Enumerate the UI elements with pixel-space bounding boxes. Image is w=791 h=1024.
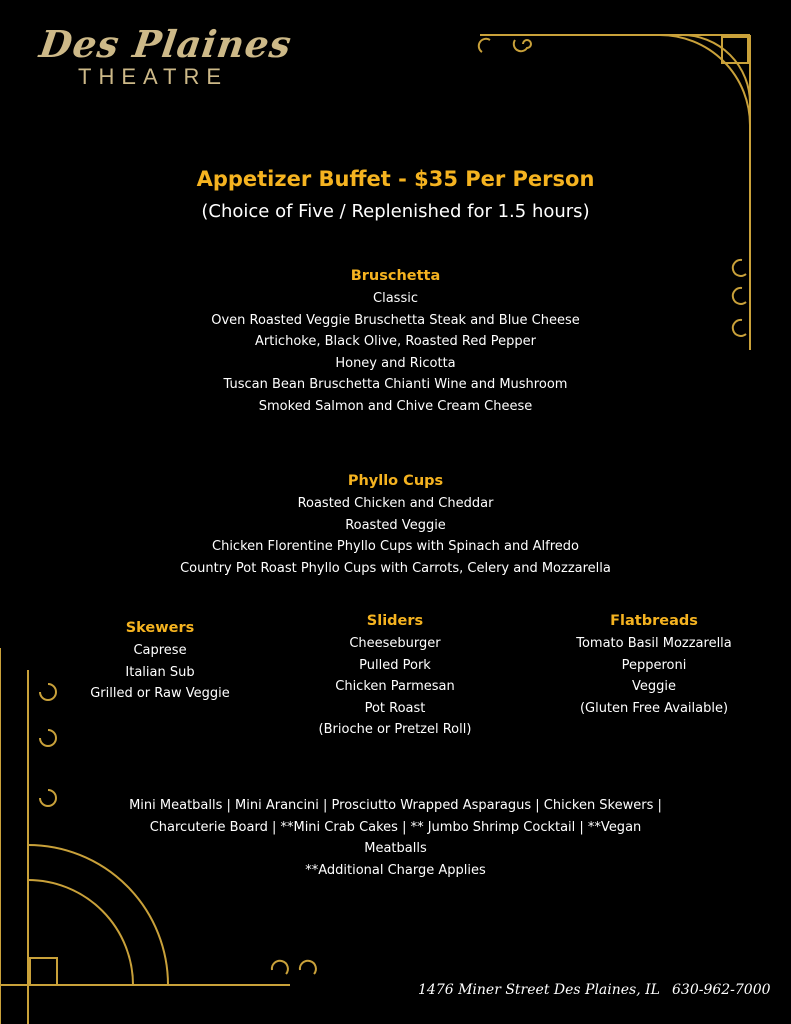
menu-item: Oven Roasted Veggie Bruschetta Steak and Blue Cheese xyxy=(211,312,580,328)
logo-sub-text: THEATRE xyxy=(78,64,229,89)
flatbreads-section xyxy=(544,609,764,719)
section-heading: Bruschetta xyxy=(350,268,441,284)
section-heading: Sliders xyxy=(366,613,424,629)
extras-line: Meatballs xyxy=(364,841,427,856)
extras-note: **Additional Charge Applies xyxy=(305,862,486,878)
menu-item: Italian Sub xyxy=(125,664,195,680)
menu-item: Chicken Florentine Phyllo Cups with Spinach and Alfredo xyxy=(212,539,579,554)
menu-item: Tuscan Bean Bruschetta Chianti Wine and Mushroom xyxy=(223,377,568,392)
theatre-logo xyxy=(36,22,300,90)
menu-item: Artichoke, Black Olive, Roasted Red Pepper xyxy=(254,334,536,349)
menu-item: Pulled Pork xyxy=(359,657,431,673)
footer-phone: 630-962-7000 xyxy=(672,982,771,998)
bruschetta-section xyxy=(0,264,791,417)
sliders-section xyxy=(295,609,495,741)
extras-line: Mini Meatballs | Mini Arancini | Prosciutto Wrapped Asparagus | Chicken Skewers | xyxy=(129,798,662,813)
menu-item: Honey and Ricotta xyxy=(335,355,456,371)
page-title: Appetizer Buffet - $35 Per Person xyxy=(196,167,595,191)
menu-item: Cheeseburger xyxy=(349,636,441,651)
phyllo-section xyxy=(0,469,791,579)
extras-line: Charcuterie Board | **Mini Crab Cakes | ** Jumbo Shrimp Cocktail | **Vegan xyxy=(149,819,642,835)
menu-item: Smoked Salmon and Chive Cream Cheese xyxy=(258,398,533,414)
menu-item: Roasted Chicken and Cheddar xyxy=(297,496,494,511)
menu-item: (Brioche or Pretzel Roll) xyxy=(318,722,472,737)
page-subtitle: (Choice of Five / Replenished for 1.5 hours) xyxy=(201,201,590,222)
menu-item: Classic xyxy=(373,291,418,306)
menu-item: Pot Roast xyxy=(364,700,426,716)
menu-item: Caprese xyxy=(133,643,187,658)
section-heading: Flatbreads xyxy=(610,613,698,629)
menu-item: Country Pot Roast Phyllo Cups with Carrots, Celery and Mozzarella xyxy=(180,560,611,576)
skewers-section xyxy=(60,616,260,705)
extras-section xyxy=(95,795,696,881)
menu-item: Pepperoni xyxy=(621,657,687,673)
section-heading: Skewers xyxy=(125,620,195,636)
menu-item: Roasted Veggie xyxy=(345,517,446,533)
section-heading: Phyllo Cups xyxy=(347,473,444,489)
menu-item: (Gluten Free Available) xyxy=(579,700,729,716)
menu-item: Veggie xyxy=(632,679,676,694)
menu-item: Grilled or Raw Veggie xyxy=(90,686,230,701)
menu-item: Chicken Parmesan xyxy=(335,679,455,694)
logo-script-text: Des Plaines xyxy=(36,22,295,66)
footer-address: 1476 Miner Street Des Plaines, IL xyxy=(418,982,660,998)
menu-item: Tomato Basil Mozzarella xyxy=(576,636,732,651)
